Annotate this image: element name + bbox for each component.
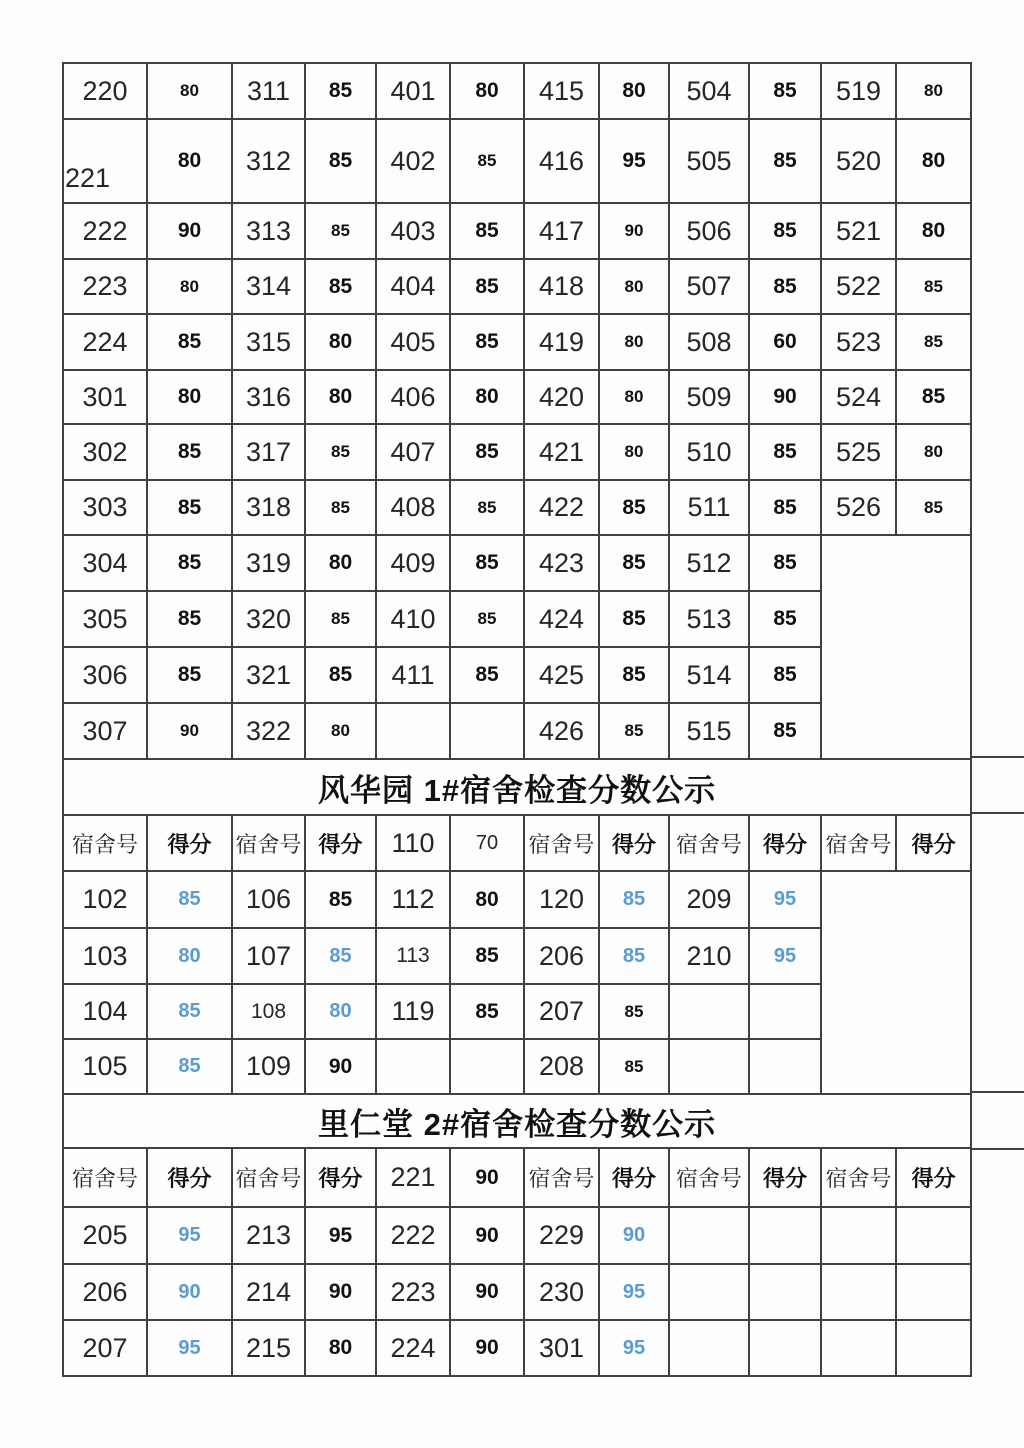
room-number-cell: 507 (669, 259, 749, 314)
score-cell: 80 (147, 370, 232, 424)
score-cell-blue: 95 (147, 1207, 232, 1264)
header-room-label: 宿舍号 (524, 1148, 599, 1207)
room-number-cell: 407 (376, 424, 450, 480)
room-number-cell: 108 (232, 984, 305, 1039)
score-cell: 80 (147, 119, 232, 203)
score-cell-blue: 95 (599, 1320, 669, 1376)
room-number-cell: 221 (376, 1148, 450, 1207)
empty-cell (821, 1320, 896, 1376)
score-cell: 85 (749, 591, 821, 647)
score-cell: 85 (147, 480, 232, 535)
room-number-cell: 504 (669, 63, 749, 119)
empty-cell (749, 1264, 821, 1320)
score-cell: 85 (450, 119, 524, 203)
room-number-cell: 223 (376, 1264, 450, 1320)
score-cell: 85 (305, 480, 376, 535)
room-number-cell: 421 (524, 424, 599, 480)
score-cell: 85 (305, 203, 376, 259)
header-room-label: 宿舍号 (669, 815, 749, 871)
room-number-cell: 401 (376, 63, 450, 119)
room-number-cell: 514 (669, 647, 749, 703)
score-cell: 80 (599, 424, 669, 480)
score-cell: 85 (305, 424, 376, 480)
header-room-label: 宿舍号 (63, 815, 147, 871)
empty-cell (669, 1264, 749, 1320)
score-cell: 90 (305, 1039, 376, 1094)
header-room-label: 宿舍号 (524, 815, 599, 871)
score-cell: 85 (305, 591, 376, 647)
room-number-cell: 224 (63, 314, 147, 370)
room-number-cell: 408 (376, 480, 450, 535)
room-number-cell: 524 (821, 370, 896, 424)
score-cell: 80 (896, 424, 971, 480)
room-number-cell: 405 (376, 314, 450, 370)
header-room-label: 宿舍号 (821, 1148, 896, 1207)
score-cell: 85 (749, 480, 821, 535)
score-cell: 80 (450, 63, 524, 119)
score-cell: 85 (749, 119, 821, 203)
score-cell: 85 (450, 314, 524, 370)
score-cell-blue: 95 (749, 871, 821, 928)
room-number-cell: 318 (232, 480, 305, 535)
score-cell-blue: 85 (147, 871, 232, 928)
empty-cell (669, 1039, 749, 1094)
room-number-cell: 319 (232, 535, 305, 591)
score-cell: 90 (147, 203, 232, 259)
room-number-cell: 119 (376, 984, 450, 1039)
score-cell: 85 (450, 424, 524, 480)
score-cell: 90 (450, 1264, 524, 1320)
room-number-cell: 515 (669, 703, 749, 759)
header-score-label: 得分 (599, 1148, 669, 1207)
room-number-cell: 426 (524, 703, 599, 759)
score-cell-blue: 95 (147, 1320, 232, 1376)
room-number-cell: 523 (821, 314, 896, 370)
score-cell: 85 (896, 480, 971, 535)
room-number-cell: 509 (669, 370, 749, 424)
score-cell: 80 (599, 259, 669, 314)
score-cell-blue: 85 (599, 928, 669, 984)
score-cell: 85 (305, 259, 376, 314)
empty-cell (669, 984, 749, 1039)
score-cell: 85 (305, 647, 376, 703)
grid-line-stub (970, 1148, 1024, 1150)
room-number-cell: 522 (821, 259, 896, 314)
room-number-cell: 206 (63, 1264, 147, 1320)
score-cell-blue: 80 (305, 984, 376, 1039)
score-cell: 80 (305, 1320, 376, 1376)
score-cell: 85 (305, 63, 376, 119)
header-score-label: 得分 (896, 815, 971, 871)
score-cell: 80 (305, 703, 376, 759)
room-number-cell: 506 (669, 203, 749, 259)
score-cell: 80 (896, 203, 971, 259)
room-number-cell: 301 (524, 1320, 599, 1376)
header-score-label: 得分 (749, 1148, 821, 1207)
empty-cell (450, 703, 524, 759)
room-number-cell: 222 (376, 1207, 450, 1264)
room-number-cell: 510 (669, 424, 749, 480)
score-cell-blue: 95 (749, 928, 821, 984)
score-cell: 85 (896, 314, 971, 370)
room-number-cell: 208 (524, 1039, 599, 1094)
header-score-label: 得分 (147, 815, 232, 871)
room-number-cell: 422 (524, 480, 599, 535)
score-cell: 85 (749, 535, 821, 591)
score-cell: 80 (147, 259, 232, 314)
score-cell: 90 (450, 1148, 524, 1207)
empty-merged-cell (821, 535, 971, 759)
room-number-cell: 321 (232, 647, 305, 703)
score-cell: 85 (450, 535, 524, 591)
room-number-cell: 107 (232, 928, 305, 984)
score-cell: 85 (599, 984, 669, 1039)
room-number-cell: 306 (63, 647, 147, 703)
score-cell: 85 (599, 480, 669, 535)
score-cell: 80 (305, 314, 376, 370)
room-number-cell: 424 (524, 591, 599, 647)
room-number-cell: 511 (669, 480, 749, 535)
section-title: 里仁堂 2#宿舍检查分数公示 (63, 1094, 971, 1148)
empty-cell (896, 1207, 971, 1264)
score-table-upper (62, 62, 972, 760)
score-cell: 85 (749, 203, 821, 259)
score-cell-blue: 95 (599, 1264, 669, 1320)
room-number-cell: 304 (63, 535, 147, 591)
room-number-cell: 403 (376, 203, 450, 259)
score-cell: 85 (749, 647, 821, 703)
room-number-cell: 410 (376, 591, 450, 647)
score-cell: 80 (599, 314, 669, 370)
score-cell: 80 (147, 63, 232, 119)
room-number-cell: 315 (232, 314, 305, 370)
score-cell: 90 (749, 370, 821, 424)
room-number-cell: 513 (669, 591, 749, 647)
empty-cell (821, 1264, 896, 1320)
room-number-cell: 312 (232, 119, 305, 203)
room-number-cell: 213 (232, 1207, 305, 1264)
score-cell: 85 (896, 259, 971, 314)
room-number-cell: 224 (376, 1320, 450, 1376)
score-table-lirentang (62, 1093, 972, 1377)
score-cell: 85 (450, 203, 524, 259)
empty-merged-cell (821, 871, 971, 1094)
room-number-cell: 314 (232, 259, 305, 314)
room-number-cell: 105 (63, 1039, 147, 1094)
room-number-cell: 320 (232, 591, 305, 647)
empty-cell (821, 1207, 896, 1264)
room-number-cell: 206 (524, 928, 599, 984)
room-number-cell: 415 (524, 63, 599, 119)
room-number-cell: 417 (524, 203, 599, 259)
score-cell: 80 (305, 370, 376, 424)
header-score-label: 得分 (749, 815, 821, 871)
score-cell: 85 (599, 1039, 669, 1094)
room-number-cell: 215 (232, 1320, 305, 1376)
score-cell: 85 (599, 647, 669, 703)
room-number-cell: 526 (821, 480, 896, 535)
header-score-label: 得分 (599, 815, 669, 871)
score-cell: 85 (147, 424, 232, 480)
header-score-label: 得分 (305, 1148, 376, 1207)
room-number-cell: 303 (63, 480, 147, 535)
score-cell: 85 (896, 370, 971, 424)
score-cell: 90 (305, 1264, 376, 1320)
room-number-cell: 322 (232, 703, 305, 759)
score-cell: 85 (749, 424, 821, 480)
score-cell: 90 (147, 703, 232, 759)
room-number-cell: 404 (376, 259, 450, 314)
empty-cell (749, 1039, 821, 1094)
header-room-label: 宿舍号 (669, 1148, 749, 1207)
score-cell: 80 (450, 370, 524, 424)
room-number-cell: 409 (376, 535, 450, 591)
score-cell-blue: 90 (147, 1264, 232, 1320)
room-number-cell: 207 (63, 1320, 147, 1376)
score-cell: 85 (450, 259, 524, 314)
room-number-cell: 110 (376, 815, 450, 871)
score-cell: 90 (450, 1320, 524, 1376)
score-cell-blue: 80 (147, 928, 232, 984)
room-number-cell: 402 (376, 119, 450, 203)
room-number-cell: 104 (63, 984, 147, 1039)
header-value-cell: 70 (450, 815, 524, 871)
empty-cell (376, 1039, 450, 1094)
room-number-cell: 207 (524, 984, 599, 1039)
score-cell: 80 (599, 370, 669, 424)
room-number-cell: 221 (63, 119, 147, 203)
room-number-cell: 112 (376, 871, 450, 928)
room-number-cell: 316 (232, 370, 305, 424)
score-cell: 80 (305, 535, 376, 591)
room-number-cell: 113 (376, 928, 450, 984)
room-number-cell: 313 (232, 203, 305, 259)
empty-cell (749, 1320, 821, 1376)
room-number-cell: 505 (669, 119, 749, 203)
score-cell-blue: 85 (305, 928, 376, 984)
room-number-cell: 210 (669, 928, 749, 984)
room-number-cell: 419 (524, 314, 599, 370)
score-cell: 80 (896, 63, 971, 119)
empty-cell (376, 703, 450, 759)
score-cell: 90 (599, 203, 669, 259)
score-cell: 85 (450, 480, 524, 535)
room-number-cell: 120 (524, 871, 599, 928)
empty-cell (669, 1207, 749, 1264)
score-cell: 80 (896, 119, 971, 203)
header-room-label: 宿舍号 (63, 1148, 147, 1207)
grid-line-stub (970, 812, 1024, 814)
room-number-cell: 418 (524, 259, 599, 314)
score-cell-blue: 90 (599, 1207, 669, 1264)
room-number-cell: 305 (63, 591, 147, 647)
room-number-cell: 307 (63, 703, 147, 759)
empty-cell (450, 1039, 524, 1094)
room-number-cell: 230 (524, 1264, 599, 1320)
score-cell: 80 (599, 63, 669, 119)
room-number-cell: 423 (524, 535, 599, 591)
room-number-cell: 406 (376, 370, 450, 424)
room-number-cell: 416 (524, 119, 599, 203)
room-number-cell: 420 (524, 370, 599, 424)
header-room-label: 宿舍号 (821, 815, 896, 871)
room-number-cell: 109 (232, 1039, 305, 1094)
score-cell: 80 (450, 871, 524, 928)
room-number-cell: 512 (669, 535, 749, 591)
score-cell: 85 (147, 314, 232, 370)
score-cell: 90 (450, 1207, 524, 1264)
score-cell-blue: 85 (147, 984, 232, 1039)
score-cell: 85 (599, 591, 669, 647)
room-number-cell: 521 (821, 203, 896, 259)
score-cell: 85 (749, 703, 821, 759)
grid-line-stub (970, 1091, 1024, 1093)
room-number-cell: 519 (821, 63, 896, 119)
room-number-cell: 103 (63, 928, 147, 984)
header-score-label: 得分 (896, 1148, 971, 1207)
room-number-cell: 311 (232, 63, 305, 119)
score-cell: 85 (305, 871, 376, 928)
empty-cell (749, 984, 821, 1039)
room-number-cell: 209 (669, 871, 749, 928)
room-number-cell: 508 (669, 314, 749, 370)
room-number-cell: 214 (232, 1264, 305, 1320)
room-number-cell: 425 (524, 647, 599, 703)
score-cell-blue: 85 (147, 1039, 232, 1094)
empty-cell (896, 1320, 971, 1376)
room-number-cell: 220 (63, 63, 147, 119)
empty-cell (749, 1207, 821, 1264)
score-cell: 85 (450, 591, 524, 647)
room-number-cell: 222 (63, 203, 147, 259)
score-cell: 60 (749, 314, 821, 370)
header-room-label: 宿舍号 (232, 815, 305, 871)
score-cell: 85 (599, 535, 669, 591)
score-cell: 85 (749, 259, 821, 314)
room-number-cell: 301 (63, 370, 147, 424)
score-cell: 85 (147, 591, 232, 647)
score-cell: 85 (147, 535, 232, 591)
section-title: 风华园 1#宿舍检查分数公示 (63, 759, 971, 815)
room-number-cell: 520 (821, 119, 896, 203)
grid-line-stub (970, 756, 1024, 758)
room-number-cell: 317 (232, 424, 305, 480)
score-cell: 85 (450, 984, 524, 1039)
room-number-cell: 229 (524, 1207, 599, 1264)
header-score-label: 得分 (305, 815, 376, 871)
score-cell: 85 (599, 703, 669, 759)
empty-cell (669, 1320, 749, 1376)
room-number-cell: 302 (63, 424, 147, 480)
score-cell: 85 (305, 119, 376, 203)
header-score-label: 得分 (147, 1148, 232, 1207)
room-number-cell: 205 (63, 1207, 147, 1264)
score-cell: 95 (305, 1207, 376, 1264)
score-cell-blue: 85 (599, 871, 669, 928)
score-table-fenghuayuan (62, 758, 972, 1095)
room-number-cell: 411 (376, 647, 450, 703)
room-number-cell: 223 (63, 259, 147, 314)
room-number-cell: 102 (63, 871, 147, 928)
score-cell: 85 (749, 63, 821, 119)
score-cell: 85 (450, 928, 524, 984)
header-room-label: 宿舍号 (232, 1148, 305, 1207)
room-number-cell: 525 (821, 424, 896, 480)
empty-cell (896, 1264, 971, 1320)
score-cell: 85 (147, 647, 232, 703)
room-number-cell: 106 (232, 871, 305, 928)
score-cell: 95 (599, 119, 669, 203)
score-cell: 85 (450, 647, 524, 703)
